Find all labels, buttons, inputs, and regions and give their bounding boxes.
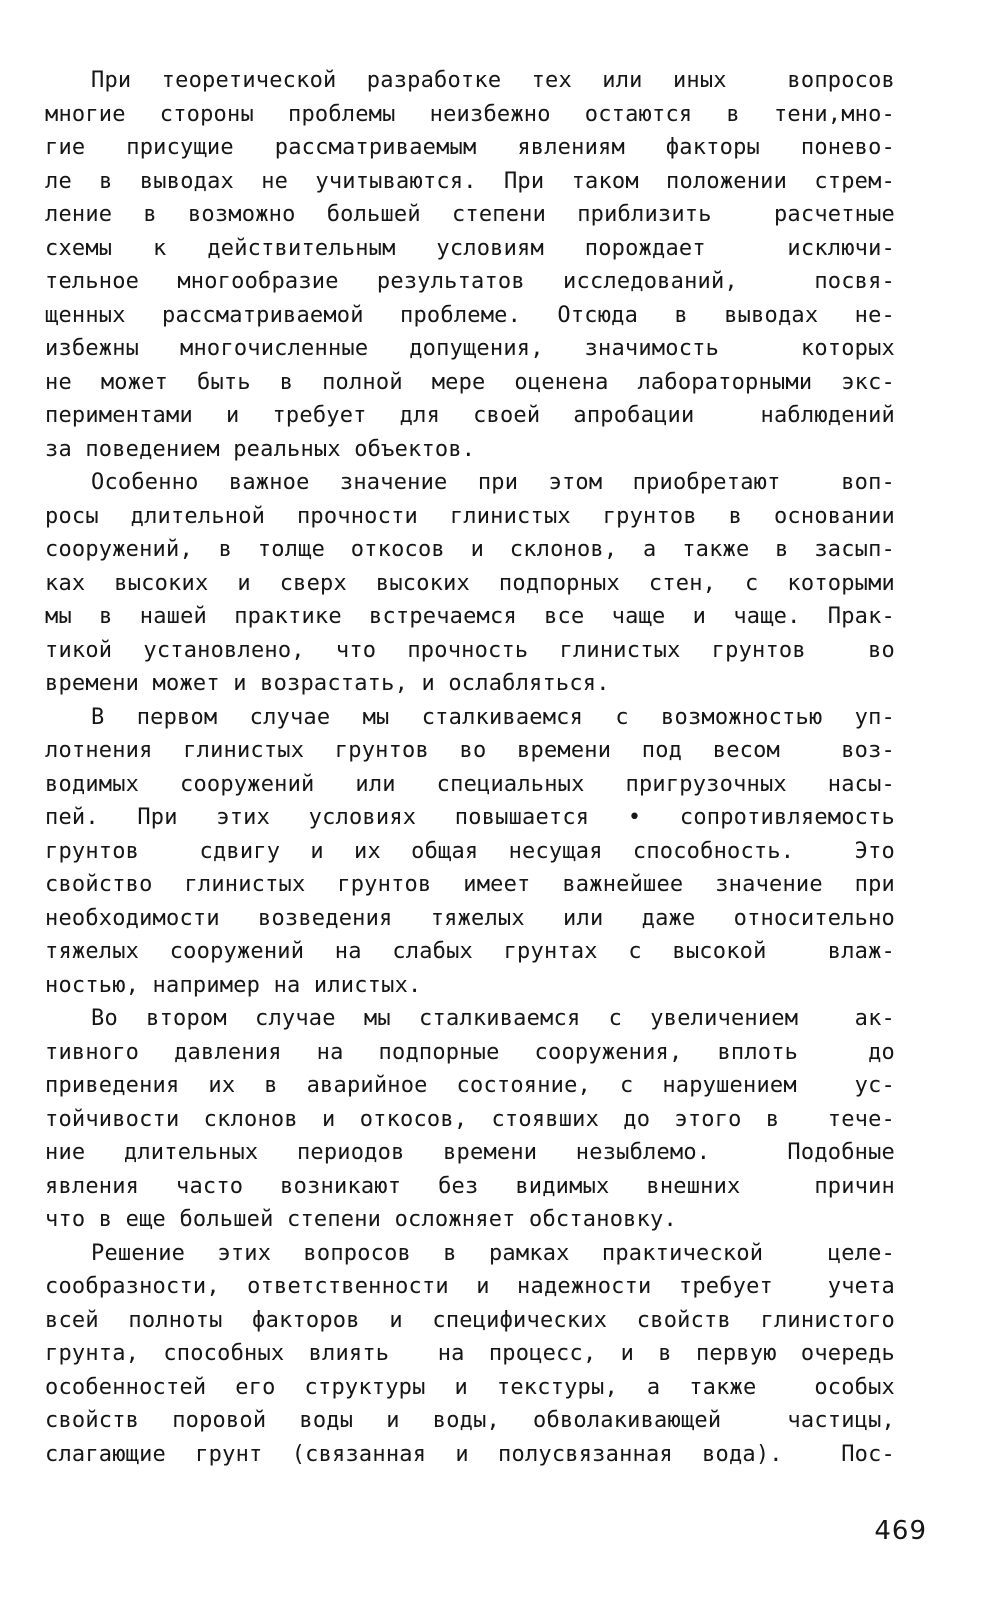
text-line: щенных рассматриваемой проблеме. Отсюда в выводах не- bbox=[45, 302, 895, 328]
text-line: ние длительных периодов времени незыблемо. Подобные bbox=[45, 1140, 895, 1165]
text-line: что в еще большей степени осложняет обстановку. bbox=[45, 1207, 677, 1232]
text-line: периментами и требует для своей апробации наблюдений bbox=[45, 403, 895, 428]
text-line: гие присущие рассматриваемым явлениям факторы понево- bbox=[45, 135, 895, 160]
text-line: тикой установлено, что прочность глинистых грунтов во bbox=[45, 637, 895, 663]
text-line: свойство глинистых грунтов имеет важнейшее значение при bbox=[45, 872, 895, 897]
text-line: водимых сооружений или специальных пригрузочных насы- bbox=[45, 771, 895, 797]
page-number: 469 bbox=[874, 1516, 927, 1546]
text-line: мы в нашей практике встречаемся все чаще и чаще. Прак- bbox=[45, 604, 895, 629]
text-line: пей. При этих условиях повышается • сопротивляемость bbox=[45, 805, 895, 830]
text-line: приведения их в аварийное состояние, с нарушением ус- bbox=[45, 1073, 895, 1098]
text-line: явления часто возникают без видимых внешних причин bbox=[45, 1173, 895, 1199]
text-line: росы длительной прочности глинистых грунтов в основании bbox=[45, 503, 895, 529]
body-text bbox=[45, 64, 895, 1471]
text-line: лотнения глинистых грунтов во времени под весом воз- bbox=[45, 738, 895, 763]
text-line: В первом случае мы сталкиваемся с возможностью уп- bbox=[91, 704, 895, 730]
text-line: ностью, например на илистых. bbox=[45, 972, 422, 998]
text-line: необходимости возведения тяжелых или даже относительно bbox=[45, 905, 895, 931]
text-line: особенностей его структуры и текстуры, а также особых bbox=[45, 1374, 895, 1400]
text-line: всей полноты факторов и специфических свойств глинистого bbox=[45, 1307, 895, 1333]
text-line: слагающие грунт (связанная и полусвязанная вода). Пос- bbox=[45, 1441, 895, 1467]
text-line: тяжелых сооружений на слабых грунтах с высокой влаж- bbox=[45, 939, 895, 964]
text-line: схемы к действительным условиям порождает исключи- bbox=[45, 235, 895, 261]
text-line: тойчивости склонов и откосов, стоявших до этого в тече- bbox=[45, 1106, 895, 1132]
text-line: тивного давления на подпорные сооружения, вплоть до bbox=[45, 1039, 895, 1065]
text-line: ках высоких и сверх высоких подпорных стен, с которыми bbox=[45, 570, 895, 596]
text-line: многие стороны проблемы неизбежно остаются в тени,мно- bbox=[45, 101, 895, 127]
text-line: свойств поровой воды и воды, обволакивающей частицы, bbox=[45, 1408, 895, 1433]
text-line: ление в возможно большей степени приблизить расчетные bbox=[45, 202, 895, 227]
text-line: сооружений, в толще откосов и склонов, а также в засып- bbox=[45, 537, 895, 562]
text-line: сообразности, ответственности и надежности требует учета bbox=[45, 1274, 895, 1299]
text-line: грунтов сдвигу и их общая несущая способность. Это bbox=[45, 838, 895, 864]
text-line: не может быть в полной мере оценена лабораторными экс- bbox=[45, 369, 895, 395]
text-line: за поведением реальных объектов. bbox=[45, 436, 476, 462]
text-line: ле в выводах не учитываются. При таком положении стрем- bbox=[45, 168, 895, 194]
text-line: Решение этих вопросов в рамках практической целе- bbox=[91, 1240, 895, 1266]
text-line: избежны многочисленные допущения, значимость которых bbox=[45, 336, 895, 361]
text-line: При теоретической разработке тех или иных вопросов bbox=[91, 68, 895, 93]
text-line: Особенно важное значение при этом приобретают воп- bbox=[91, 470, 895, 495]
text-line: Во втором случае мы сталкиваемся с увеличением ак- bbox=[91, 1006, 895, 1031]
text-line: грунта, способных влиять на процесс, и в первую очередь bbox=[45, 1341, 895, 1366]
text-line: времени может и возрастать, и ослабляться. bbox=[45, 671, 610, 696]
text-line: тельное многообразие результатов исследований, посвя- bbox=[45, 269, 895, 294]
